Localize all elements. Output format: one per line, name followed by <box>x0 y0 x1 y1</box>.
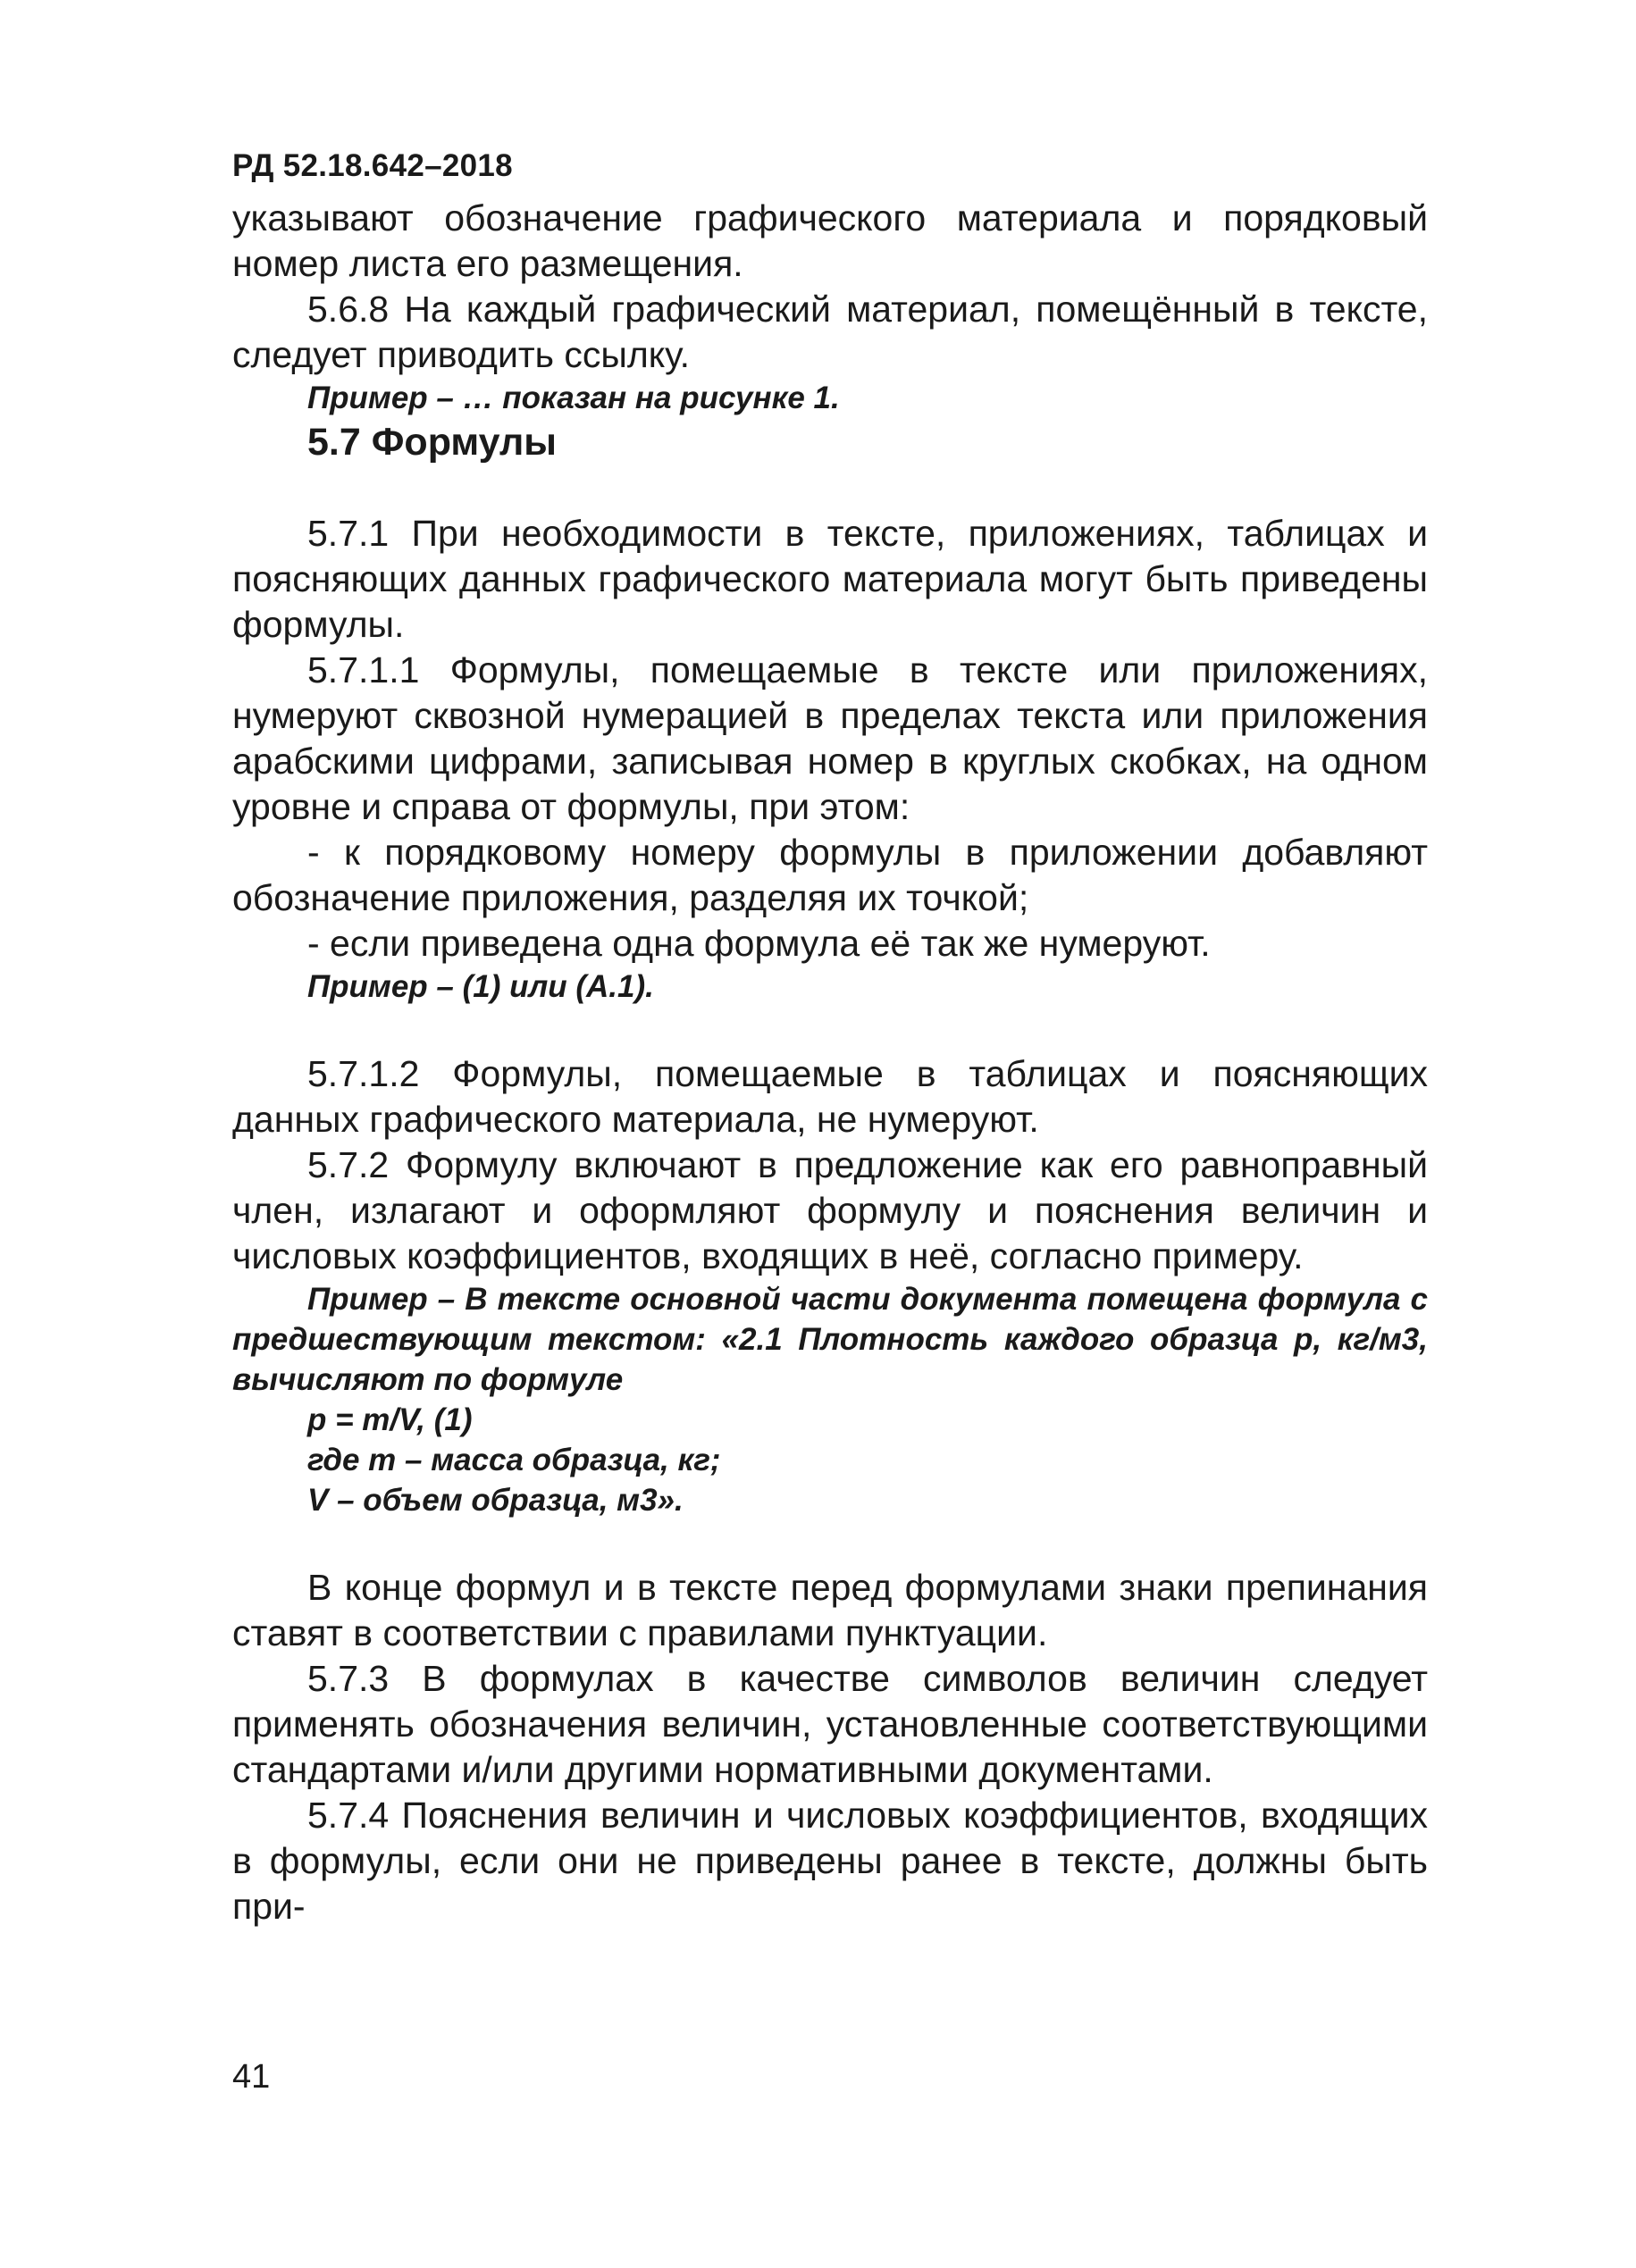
document-code-header: РД 52.18.642–2018 <box>232 148 513 183</box>
example-formula-where-m: где m – масса образца, кг; <box>307 1443 721 1477</box>
list-item-appendix-numbering: - к порядковому номеру формулы в приложении добавляют обозначение приложения, разделяя их точкой; <box>232 832 1428 918</box>
example-formula: p = m/V, (1) <box>307 1402 473 1437</box>
paragraph-5-7-1: 5.7.1 При необходимости в тексте, приложениях, таблицах и поясняющих данных графического материала могут быть приведены формулы. <box>232 513 1428 645</box>
list-item-single-formula: - если приведена одна формула её так же нумеруют. <box>307 923 1211 964</box>
paragraph-punctuation: В конце формул и в тексте перед формулами знаки препинания ставят в соответствии с правилами пунктуации. <box>232 1567 1428 1653</box>
paragraph-5-7-1-2: 5.7.1.2 Формулы, помещаемые в таблицах и поясняющих данных графического материала, не нумеруют. <box>232 1053 1428 1140</box>
page-number: 41 <box>232 2058 271 2096</box>
example-figure-reference: Пример – … показан на рисунке 1. <box>307 381 840 415</box>
example-formula-numbering: Пример – (1) или (А.1). <box>307 969 654 1004</box>
example-formula-where-v: V – объем образца, м3». <box>307 1483 684 1518</box>
paragraph-5-7-2: 5.7.2 Формулу включают в предложение как его равноправный член, излагают и оформляют формулу и пояснения величин и числовых коэффициентов, входящих в неё, согласно примеру. <box>232 1144 1428 1276</box>
paragraph-continuation: указывают обозначение графического материала и порядковый номер листа его размещения. <box>232 197 1428 284</box>
example-density-text: Пример – В тексте основной части документа помещена формула с предшествующим текстом: «2.1 Плотность каждого образца p, кг/м3, вычисляют по формуле <box>232 1282 1428 1397</box>
section-heading-5-7: 5.7 Формулы <box>307 421 558 464</box>
paragraph-5-7-1-1: 5.7.1.1 Формулы, помещаемые в тексте или приложениях, нумеруют сквозной нумерацией в пределах текста или приложения арабскими цифрами, записывая номер в круглых скобках, на одном уровне и справа от формулы, при этом: <box>232 649 1428 827</box>
paragraph-5-6-8: 5.6.8 На каждый графический материал, помещённый в тексте, следует приводить ссылку. <box>232 289 1428 375</box>
document-body <box>232 196 1428 1929</box>
paragraph-5-7-4: 5.7.4 Пояснения величин и числовых коэффициентов, входящих в формулы, если они не приведены ранее в тексте, должны быть при- <box>232 1795 1428 1927</box>
paragraph-5-7-3: 5.7.3 В формулах в качестве символов величин следует применять обозначения величин, установленные соответствующими стандартами и/или другими нормативными документами. <box>232 1658 1428 1790</box>
